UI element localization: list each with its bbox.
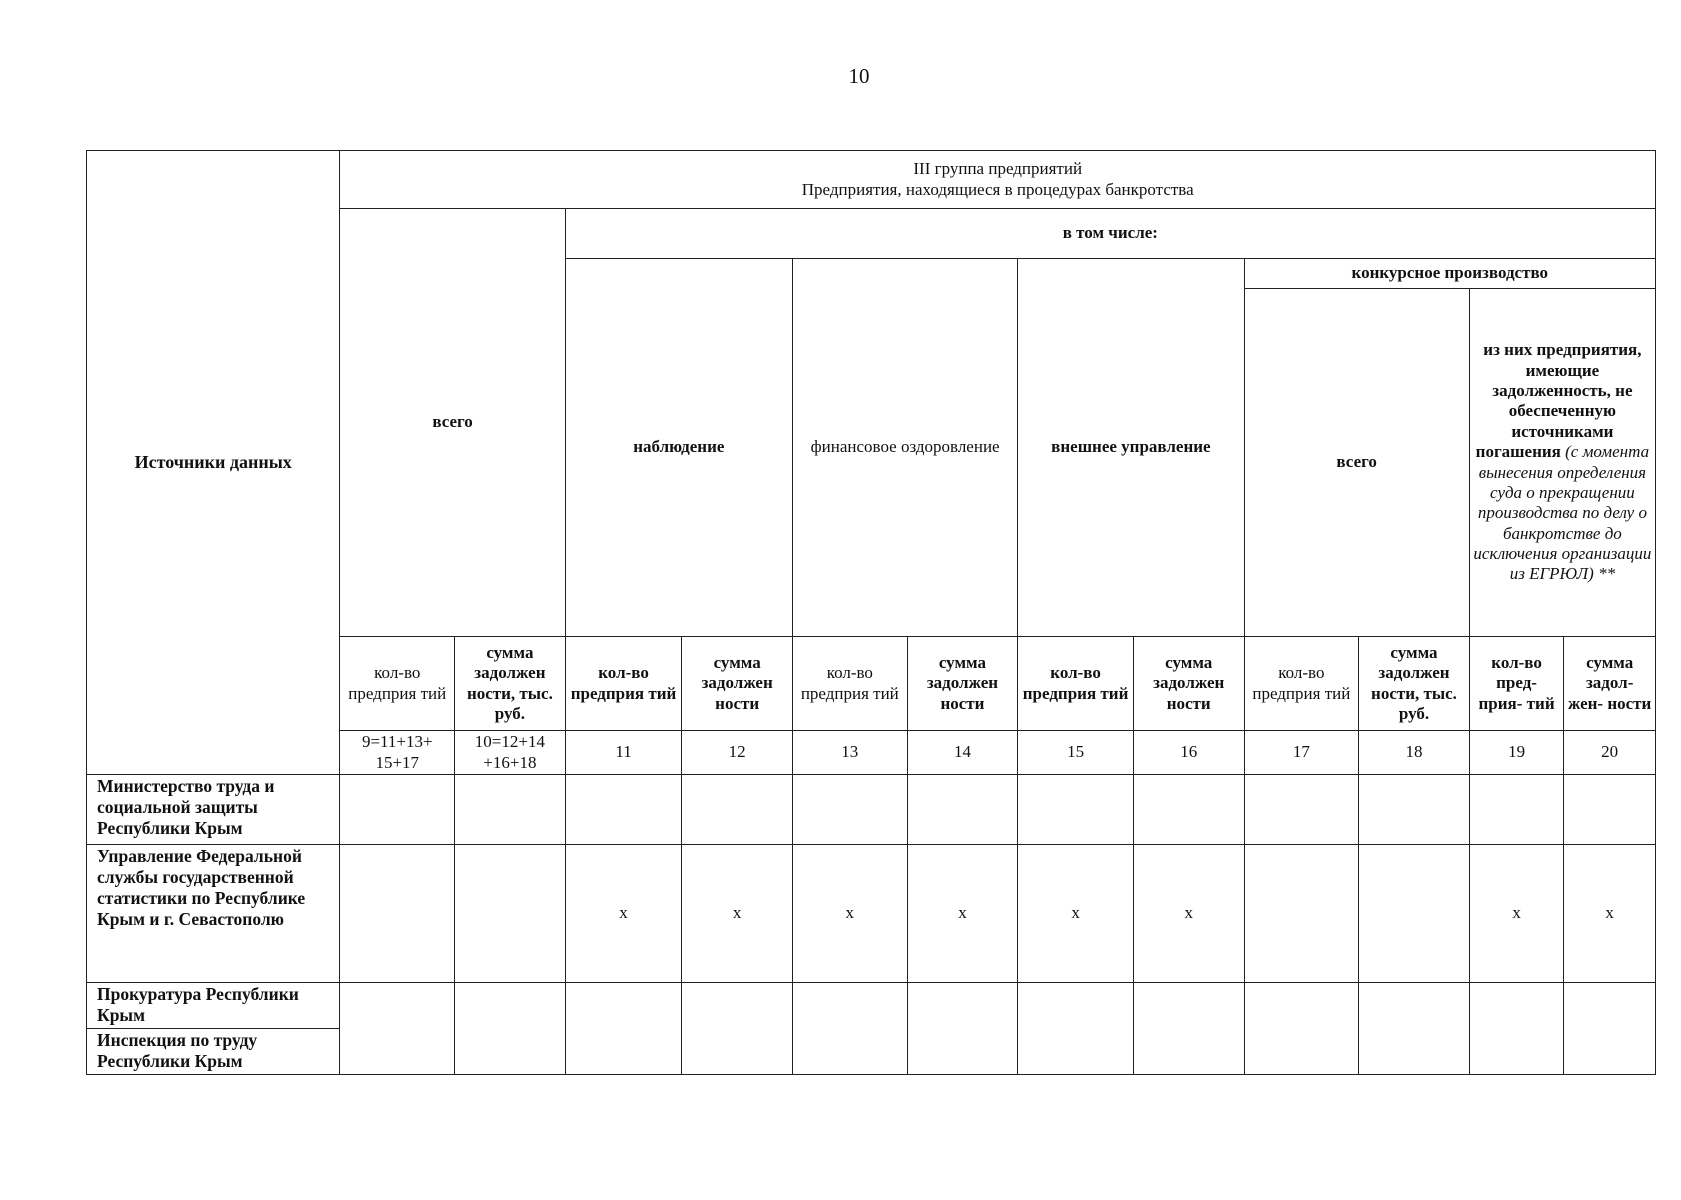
column-number: 19: [1469, 731, 1564, 775]
column-number: 15: [1018, 731, 1134, 775]
subheader-cell: кол-во предприя тий: [340, 637, 455, 731]
header-observation: наблюдение: [565, 259, 792, 637]
column-number: 14: [907, 731, 1018, 775]
subheader-cell: сумма задолжен ности: [682, 637, 793, 731]
data-cell: [455, 845, 566, 983]
subheader-cell: кол-во предприя тий: [565, 637, 682, 731]
header-bp-subset-bold: из них предприятия, имеющие задолженность, не обеспеченную источниками погашения: [1475, 340, 1642, 462]
column-number: 20: [1564, 731, 1656, 775]
row-source: Инспекция по труду Республики Крым: [87, 1029, 340, 1075]
subheader-cell: кол-во предприя тий: [1018, 637, 1134, 731]
data-cell: x: [1133, 845, 1244, 983]
header-bp-subset: [1469, 289, 1655, 637]
data-cell: [792, 775, 907, 845]
column-number: 13: [792, 731, 907, 775]
row-source: Министерство труда и социальной защиты Республики Крым: [87, 775, 340, 845]
subheader-cell: сумма задол- жен- ности: [1564, 637, 1656, 731]
table-row: [87, 775, 1656, 845]
header-bankruptcy-proceedings: конкурсное производство: [1244, 259, 1655, 289]
header-including: в том числе:: [565, 209, 1655, 259]
column-number: 12: [682, 731, 793, 775]
data-cell: [1359, 983, 1470, 1075]
row-source: Прокуратура Республики Крым: [87, 983, 340, 1029]
data-cell: x: [792, 845, 907, 983]
data-cell: [340, 775, 455, 845]
data-cell: [1133, 775, 1244, 845]
data-cell: [1469, 775, 1564, 845]
data-cell: x: [907, 845, 1018, 983]
data-cell: [1244, 775, 1359, 845]
table-row: [87, 983, 1656, 1029]
header-group: [340, 151, 1656, 209]
data-cell: [565, 775, 682, 845]
data-cell: [340, 983, 455, 1075]
data-cell: [455, 775, 566, 845]
subheader-cell: кол-во предприя тий: [792, 637, 907, 731]
data-cell: [1244, 983, 1359, 1075]
data-cell: [340, 845, 455, 983]
header-group-line2: Предприятия, находящиеся в процедурах банкротства: [801, 179, 1194, 199]
bankruptcy-enterprises-table: [86, 150, 1656, 1075]
data-cell: x: [1018, 845, 1134, 983]
page-number: 10: [848, 64, 870, 88]
subheader-cell: сумма задолжен ности, тыс. руб.: [455, 637, 566, 731]
data-cell: [1359, 845, 1470, 983]
data-cell: [565, 983, 682, 1075]
subheader-cell: кол-во пред- прия- тий: [1469, 637, 1564, 731]
subheader-cell: сумма задолжен ности: [1133, 637, 1244, 731]
data-cell: [792, 983, 907, 1075]
data-cell: [1018, 775, 1134, 845]
subheader-cell: сумма задолжен ности, тыс. руб.: [1359, 637, 1470, 731]
column-number: 11: [565, 731, 682, 775]
data-cell: [1018, 983, 1134, 1075]
column-number: 18: [1359, 731, 1470, 775]
data-cell: x: [1469, 845, 1564, 983]
data-cell: [682, 775, 793, 845]
header-financial-recovery: финансовое оздоровление: [792, 259, 1017, 637]
header-group-line1: III группа предприятий: [913, 159, 1083, 179]
header-sources: Источники данных: [87, 151, 340, 775]
data-cell: [907, 775, 1018, 845]
header-bp-total: всего: [1244, 289, 1469, 637]
data-cell: x: [682, 845, 793, 983]
column-number: 16: [1133, 731, 1244, 775]
column-number: 9=11+13+ 15+17: [340, 731, 455, 775]
column-number: 17: [1244, 731, 1359, 775]
data-cell: [1564, 775, 1656, 845]
data-cell: [1244, 845, 1359, 983]
header-external-management: внешнее управление: [1018, 259, 1244, 637]
row-source: Управление Федеральной службы государственной статистики по Республике Крым и г. Севастополю: [87, 845, 340, 983]
table-row: [87, 845, 1656, 983]
column-number: 10=12+14 +16+18: [455, 731, 566, 775]
data-cell: [682, 983, 793, 1075]
header-bp-subset-note: (с момента вынесения определения суда о прекращении производства по делу о банкротстве до исключения организации из ЕГРЮЛ) **: [1473, 442, 1652, 584]
data-cell: [1133, 983, 1244, 1075]
data-cell: x: [1564, 845, 1656, 983]
subheader-cell: сумма задолжен ности: [907, 637, 1018, 731]
header-total: всего: [340, 209, 565, 637]
subheader-cell: кол-во предприя тий: [1244, 637, 1359, 731]
data-cell: [1469, 983, 1564, 1075]
data-cell: [907, 983, 1018, 1075]
data-cell: [455, 983, 566, 1075]
data-cell: x: [565, 845, 682, 983]
data-cell: [1564, 983, 1656, 1075]
data-cell: [1359, 775, 1470, 845]
